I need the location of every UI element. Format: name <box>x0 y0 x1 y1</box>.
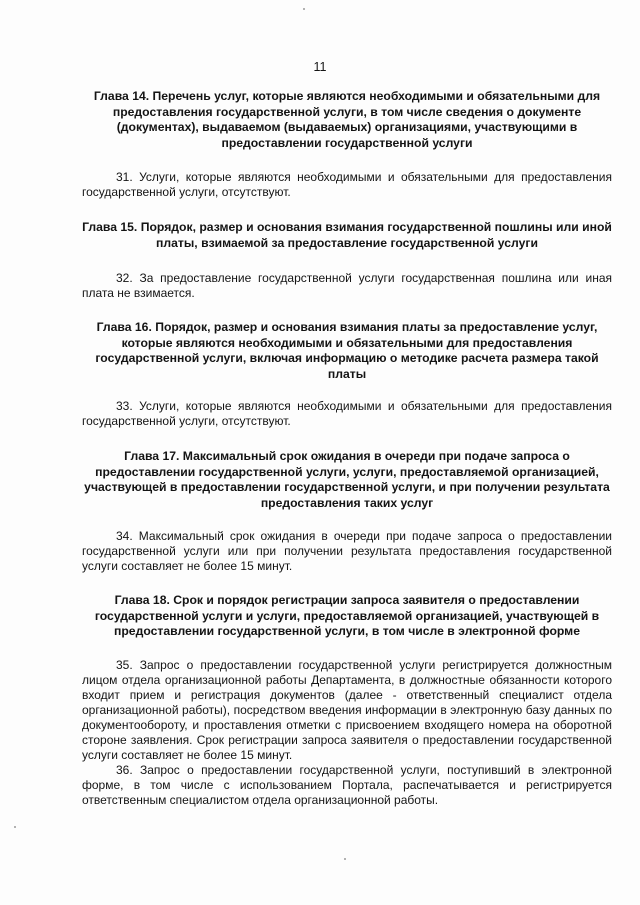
paragraph-33: 33. Услуги, которые являются необходимыми и обязательными для предоставления государственной услуги, отсутствуют. <box>82 399 612 428</box>
scan-speck <box>344 858 346 860</box>
chapter-18-heading: Глава 18. Срок и порядок регистрации запроса заявителя о предоставлении государственной услуги и услуги, предоставляемой организацией, участвующей в предоставлении государственной услуги, в том числе в электронной форме <box>94 593 600 638</box>
chapter-15-heading: Глава 15. Порядок, размер и основания взимания государственной пошлины или иной платы, взимаемой за предоставление государственной услуги <box>82 220 612 250</box>
paragraph-36: 36. Запрос о предоставлении государственной услуги, поступивший в электронной форме, в том числе с использованием Портала, распечатывается и регистрируется ответственным специалистом отдела организационной работы. <box>82 762 612 807</box>
chapter-14-heading: Глава 14. Перечень услуг, которые являются необходимыми и обязательными для предоставления государственной услуги, в том числе сведения о документе (документах), выдаваемом (выдаваемых) организациями, участвующими в предоставлении государственной услуги <box>93 89 601 150</box>
paragraph-34: 34. Максимальный срок ожидания в очереди при подаче запроса о предоставлении государственной услуги или при получении результата предоставления государственной услуги составляет не более 15 минут. <box>82 529 612 573</box>
chapter-16-heading: Глава 16. Порядок, размер и основания взимания платы за предоставление услуг, которые являются необходимыми и обязательными для предоставления государственной услуги, включая информацию о методике расчета размера такой платы <box>95 320 599 381</box>
scan-speck <box>14 826 16 828</box>
paragraph-32: 32. За предоставление государственной услуги государственная пошлина или иная плата не взимается. <box>82 271 612 300</box>
scan-speck <box>303 8 305 10</box>
paragraph-35: 35. Запрос о предоставлении государственной услуги регистрируется должностным лицом отдела организационной работы Департамента, в должностные обязанности которого входит прием и регистрация документов (далее - ответственный специалист отдела организационной работы), посредством введения информации в электронную базу данных по документообороту, и проставления отметки с присвоением входящего номера на оборотной стороне заявления. Срок регистрации запроса заявителя о предоставлении государственной услуги составляет не более 15 минут. <box>82 657 612 762</box>
paragraph-31: 31. Услуги, которые являются необходимыми и обязательными для предоставления государственной услуги, отсутствуют. <box>82 170 612 199</box>
page-number: 11 <box>313 60 327 74</box>
chapter-17-heading: Глава 17. Максимальный срок ожидания в очереди при подаче запроса о предоставлении государственной услуги, услуги, предоставляемой организацией, участвующей в предоставлении государственной услуги, и при получении результата предоставления таких услуг <box>84 449 610 510</box>
document-body <box>82 89 612 808</box>
